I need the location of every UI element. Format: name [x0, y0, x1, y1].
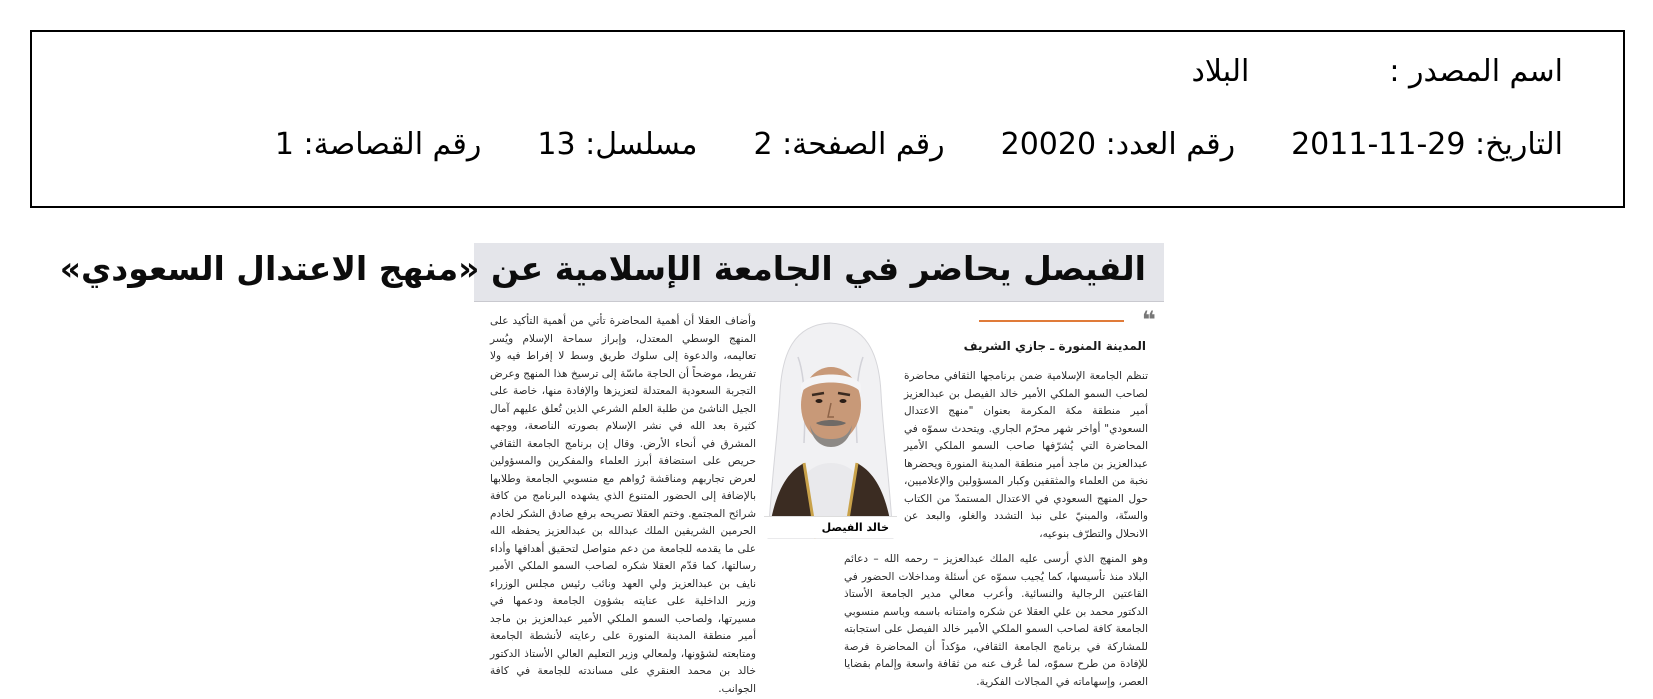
page-number-field: رقم الصفحة: 2 [753, 127, 945, 162]
article-paragraph: وأضاف العقلا أن أهمية المحاضرة تأتي من أهمية التأكيد على المنهج الوسطي المعتدل، وإبراز سماحة الإسلام ويُسر تعاليمه، والدعوة إلى سلوك طريق وسط لا إفراط فيه ولا تفريط، موضحاً أن الحاجة ماسّة إلى ترسيخ هذا المنهج وعرض التجربة السعودية المعتدلة لتعزيزها والإفادة منها، خاصة على الجيل الناشئ من طلبة العلم الشرعي الذين تُعلق عليهم آمال كثيرة بعد الله في نشر الإسلام بصورته الناصعة، ووجهه المشرق في أنحاء الأرض. وقال إن برنامج الجامعة الثقافي حريص على استضافة أبرز العلماء والمفكرين والمسؤولين لعرض تجاربهم ومناقشة رُواهم مع منسوبي الجامعة وطلابها بالإضافة إلى الحضور المتنوع الذي يشهده البرنامج من كافة شرائح المجتمع. وختم العقلا تصريحه برفع صادق الشكر لخادم الحرمين الشريفين الملك عبدالله بن عبدالعزيز يحفظه الله على ما يقدمه للجامعة من دعم متواصل لتحقيق أهدافها وأداء رسالتها، كما قدّم العقلا شكره لصاحب السمو الملكي الأمير نايف بن عبدالعزيز ولي العهد ونائب رئيس مجلس الوزراء وزير الداخلية على عنايته بشؤون الجامعة ودعمها في مسيرتها، ولصاحب السمو الملكي الأمير عبدالعزيز بن ماجد أمير منطقة المدينة المنورة على رعايته لأنشطة الجامعة ومتابعته لشؤونها، ولمعالي وزير التعليم العالي الأستاذ الدكتور خالد بن محمد العنقري على مساندته للجامعة في كافة الجوانب. [490, 315, 756, 695]
clip-metadata-box [30, 30, 1625, 208]
issue-number-field: رقم العدد: 20020 [1000, 127, 1236, 162]
photo-caption: خالد الفيصل [764, 516, 897, 538]
serial-field: مسلسل: 13 [537, 127, 698, 162]
portrait-photo [764, 313, 897, 538]
article-paragraph: تنظم الجامعة الإسلامية ضمن برنامجها الثقافي محاضرة لصاحب السمو الملكي الأمير خالد الفيصل بن عبدالعزيز أمير منطقة مكة المكرمة بعنوان "منهج الاعتدال السعودي" أواخر شهر محرّم الجاري. ويتحدث سموّه في المحاضرة التي يُشرّفها صاحب السمو الملكي الأمير عبدالعزيز بن ماجد أمير منطقة المدينة المنورة ويحضرها نخبة من العلماء والمثقفين وكبار المسؤولين والإعلاميين، حول المنهج السعودي في الاعتدال المستمدّ من الكتاب والسنّة، والمبنيّ على نبذ التشدد والغلو، والبعد عن الانحلال والتطرّف بنوعيه، [904, 370, 1148, 540]
source-value: البلاد [1191, 54, 1250, 89]
quote-icon: ❝ [1141, 306, 1156, 334]
date-field: التاريخ: 29-11-2011 [1291, 127, 1563, 162]
clip-number-field: رقم القصاصة: 1 [274, 127, 482, 162]
article-paragraph: وهو المنهج الذي أرسى عليه الملك عبدالعزيز – رحمه الله – دعائم البلاد منذ تأسيسها، كما يُجيب سموّه عن أسئلة ومداخلات الحضور في القاعتين الرجالية والنسائية. وأعرب معالي مدير الجامعة الأستاذ الدكتور محمد بن علي العقلا عن شكره وامتنانه باسمه وباسم منسوبي الجامعة كافة لصاحب السمو الملكي الأمير خالد الفيصل على استجابته للمشاركة في برنامج الجامعة الثقافي، مؤكداً أن المحاضرة فرصة للإفادة من طرح سموّه، لما عُرف عنه من ثقافة واسعة وإلمام بقضايا العصر، وإسهاماته في المجالات الفكرية. [844, 553, 1148, 688]
accent-divider [979, 320, 1124, 322]
portrait-image [764, 313, 897, 538]
newspaper-clipping [59, 243, 1164, 695]
source-row [1192, 54, 1563, 89]
article-headline: الفيصل يحاضر في الجامعة الإسلامية عن «منهج الاعتدال السعودي» [59, 249, 1146, 288]
article-byline: المدينة المنورة ـ جازي الشريف [963, 339, 1146, 353]
article-column-bottom [844, 551, 1148, 688]
source-label: اسم المصدر : [1389, 54, 1563, 89]
details-row [275, 127, 1563, 162]
article-column-left [490, 313, 756, 695]
article-column-right [904, 368, 1148, 550]
headline-bar [59, 243, 1164, 302]
